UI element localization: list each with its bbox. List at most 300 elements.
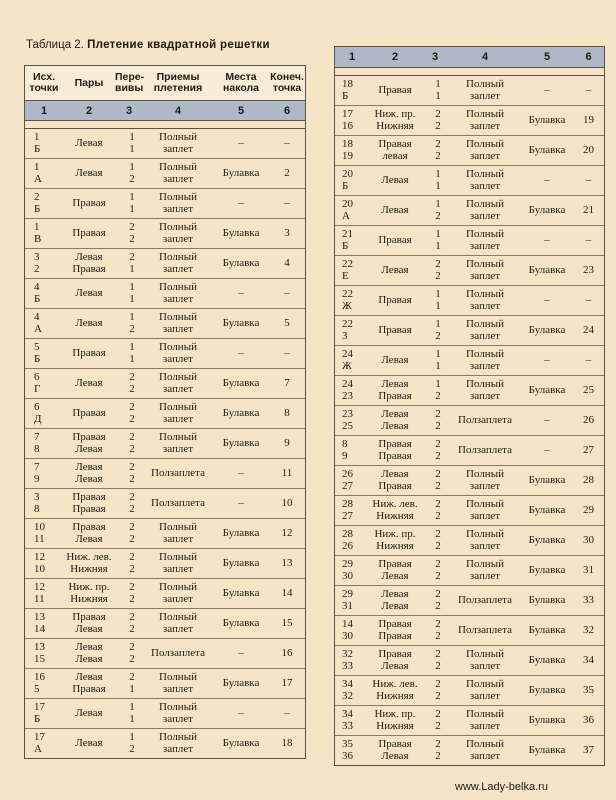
pairs-line: Левая [381,203,409,216]
twists-line: 2 [129,551,135,563]
start-point-line: 2 [34,262,40,275]
cell-method [143,162,213,185]
method-line: Полный [159,581,197,593]
cell-method [143,432,213,455]
cell-start-point [335,679,369,702]
cell-pairs [63,708,115,720]
cell-start-point [335,139,369,162]
header-col-5: Места накола [223,71,259,94]
start-point-line: 34 [342,678,353,690]
cell-twists [421,679,449,702]
pairs-line: Левая [381,408,409,420]
cell-pin-place [521,745,573,757]
pairs-line: Левая [381,173,409,186]
end-point-line: 20 [583,143,594,156]
cell-pairs [63,168,115,180]
cell-pin-place [521,535,573,547]
start-point-line: 12 [34,581,45,593]
twists-line: 2 [129,742,135,755]
end-point-line: 5 [284,316,290,329]
table-row [25,279,305,309]
col-number: 1 [348,51,356,63]
cell-method [143,252,213,275]
start-point-line: 26 [342,468,353,480]
cell-pairs [63,318,115,330]
cell-start-point [335,349,369,372]
cell-pairs [63,462,115,485]
start-point-line: 1 [34,221,40,233]
end-point-line: 23 [583,263,594,276]
cell-end-point [573,715,604,727]
cell-end-point [573,115,604,127]
method-line: заплет [469,299,501,312]
method-line: заплет [469,539,501,552]
cell-pairs [63,552,115,575]
start-point-line: 22 [342,258,353,270]
method-line: Полный [159,551,197,563]
pairs-line: левая [382,149,408,162]
cell-method [449,229,521,252]
col-number: 4 [174,104,182,117]
method-line: Полный [159,281,197,293]
twists-line: 2 [435,269,441,282]
table-row [335,526,604,556]
table-row [25,669,305,699]
cell-pairs [63,252,115,275]
pairs-line: Нижняя [70,592,108,605]
start-point-line: 26 [342,539,353,552]
table-row [335,406,604,436]
cell-twists [421,349,449,372]
method-line: Полный [466,258,504,270]
cell-twists [115,132,143,155]
cell-twists [115,342,143,365]
method-line: заплет [469,479,501,492]
cell-method [449,499,521,522]
twists-line: 2 [435,569,441,582]
end-point-line: – [585,233,592,246]
cell-pairs [369,325,421,337]
table-row [335,616,604,646]
method-line: заплет [162,412,194,425]
cell-pairs [369,265,421,277]
cell-pin-place [213,258,269,270]
header-col-3: Пере- вивы [115,71,145,94]
cell-pairs [63,198,115,210]
cell-pin-place [521,595,573,607]
pairs-line: Правая [72,346,106,359]
cell-pairs [63,378,115,390]
end-point-line: 13 [281,556,293,569]
pairs-line: Левая [75,622,103,635]
pin-place-line: Булавка [528,263,566,276]
cell-twists [421,589,449,612]
pairs-line: Левая [75,652,103,665]
method-line: заплет [162,682,194,695]
end-point-line: – [284,136,290,149]
cell-end-point [269,168,305,180]
start-point-line: 33 [342,659,353,672]
cell-start-point [335,109,369,132]
cell-pin-place [213,498,269,510]
pin-place-line: Булавка [222,166,260,179]
end-point-line: 37 [583,743,594,756]
twists-line: 2 [129,652,135,665]
twists-line: 1 [435,198,441,210]
method-line: Полный [159,221,197,233]
cell-start-point [335,79,369,102]
end-point-line: 35 [583,683,594,696]
twists-line: 2 [129,401,135,413]
table-row [335,556,604,586]
start-point-line: 3 [34,491,40,503]
cell-pin-place [213,468,269,480]
twists-line: 2 [129,221,135,233]
pairs-line: Ниж. пр. [374,528,416,540]
pin-place-line: – [238,706,244,719]
cell-start-point [335,559,369,582]
twists-line: 2 [435,389,441,402]
method-line: заплет [469,359,501,372]
cell-start-point [25,132,63,155]
pairs-line: Правая [72,521,106,533]
twists-line: 2 [129,562,135,575]
twists-line: 2 [129,371,135,383]
twists-line: 2 [435,629,441,642]
table-row [335,706,604,736]
table-row [335,466,604,496]
cell-pairs [63,432,115,455]
cell-start-point [25,672,63,695]
cell-twists [115,552,143,575]
pairs-line: Правая [72,196,106,209]
column-number-row [25,101,305,121]
pairs-line: Ниж. пр. [374,708,416,720]
cell-twists [421,319,449,342]
start-point-line: 7 [34,431,40,443]
twists-line: 1 [129,352,135,365]
cell-pin-place [521,445,573,457]
cell-twists [115,252,143,275]
start-point-line: Е [342,269,349,282]
cell-method [143,702,213,725]
twists-line: 2 [129,491,135,503]
method-line: Полный [159,161,197,173]
cell-pairs [63,492,115,515]
cell-pin-place [521,265,573,277]
end-point-line: 10 [281,496,293,509]
pairs-line: Правая [378,738,412,750]
start-point-line: 9 [34,472,40,485]
pin-place-line: Булавка [528,113,566,126]
table-row [25,159,305,189]
method-line: заплет [469,239,501,252]
col-number: 1 [40,104,48,117]
method-line: заплет [469,209,501,222]
pairs-line: Левая [75,166,103,179]
method-line: Полный [159,191,197,203]
start-point-line: 33 [342,719,353,732]
cell-end-point [269,288,305,300]
twists-line: 2 [435,618,441,630]
table-row [25,339,305,369]
start-point-line: А [342,209,350,222]
cell-start-point [335,379,369,402]
method-line: Полный [466,558,504,570]
method-line: заплет [469,389,501,402]
cell-end-point [573,685,604,697]
table-row [25,699,305,729]
cell-method [449,319,521,342]
table-row [25,399,305,429]
pairs-line: Левая [75,316,103,329]
method-line: Ползаплета [151,466,205,479]
cell-method [449,649,521,672]
table-row [25,369,305,399]
header-col-1: Исх. точки [29,71,59,94]
cell-pairs [63,672,115,695]
cell-end-point [573,445,604,457]
twists-line: 2 [435,539,441,552]
cell-start-point [25,192,63,215]
cell-pairs [369,619,421,642]
start-point-line: 17 [34,701,45,713]
pairs-line: Правая [378,648,412,660]
end-point-line: 17 [281,676,293,689]
method-line: заплет [162,622,194,635]
cell-end-point [573,385,604,397]
start-point-line: 9 [342,449,348,462]
pairs-line: Ниж. лев. [372,498,418,510]
pairs-line: Правая [378,479,412,492]
method-line: заплет [162,232,194,245]
pairs-line: Левая [75,461,103,473]
pairs-line: Нижняя [376,719,414,732]
cell-method [449,679,521,702]
pairs-line: Ниж. лев. [66,551,112,563]
table-row [25,309,305,339]
cell-start-point [25,252,63,275]
col-number: 5 [543,51,551,63]
end-point-line: 11 [281,466,293,479]
cell-pairs [63,228,115,240]
cell-pairs [369,559,421,582]
end-point-line: 19 [583,113,594,126]
pairs-line: Левая [75,286,103,299]
pin-place-line: – [544,83,550,96]
cell-method [143,498,213,510]
table-row [335,316,604,346]
twists-line: 2 [435,588,441,600]
method-line: Полный [466,738,504,750]
pairs-line: Левая [75,671,103,683]
cell-start-point [25,372,63,395]
pairs-line: Ниж. пр. [374,108,416,120]
col-number: 6 [283,104,291,117]
twists-line: 2 [435,719,441,732]
method-line: заплет [162,322,194,335]
cell-start-point [25,492,63,515]
pairs-line: Ниж. пр. [68,581,110,593]
pin-place-line: – [238,196,244,209]
start-point-line: 16 [342,119,353,132]
method-line: заплет [469,89,501,102]
cell-end-point [573,325,604,337]
end-point-line: 27 [583,443,594,456]
twists-line: 1 [435,89,441,102]
end-point-line: 16 [281,646,293,659]
cell-twists [421,169,449,192]
twists-line: 2 [435,599,441,612]
pin-place-line: – [544,173,550,186]
cell-method [449,199,521,222]
pairs-line: Правая [378,438,412,450]
cell-pin-place [213,528,269,540]
cell-start-point [335,229,369,252]
cell-pin-place [213,558,269,570]
end-point-line: 26 [583,413,594,426]
cell-pin-place [521,715,573,727]
twists-line: 2 [435,509,441,522]
pin-place-line: – [238,466,244,479]
cell-end-point [573,295,604,307]
end-point-line: 4 [284,256,290,269]
cell-pairs [63,408,115,420]
method-line: Полный [159,521,197,533]
cell-start-point [25,282,63,305]
table-row [25,189,305,219]
pairs-line: Правая [378,449,412,462]
pin-place-line: – [238,136,244,149]
start-point-line: Б [342,239,349,252]
cell-end-point [269,318,305,330]
table-row [25,219,305,249]
cell-pairs [369,649,421,672]
cell-start-point [25,402,63,425]
twists-line: 2 [129,232,135,245]
start-point-line: 14 [342,618,353,630]
method-line: Полный [159,431,197,443]
twists-line: 2 [129,611,135,623]
cell-end-point [269,708,305,720]
twists-line: 2 [435,678,441,690]
cell-method [143,132,213,155]
cell-pin-place [213,408,269,420]
pairs-line: Левая [75,532,103,545]
cell-twists [115,702,143,725]
cell-method [143,732,213,755]
cell-method [143,342,213,365]
end-point-line: 31 [583,563,594,576]
cell-start-point [335,739,369,762]
table-row [25,579,305,609]
start-point-line: Б [34,292,41,305]
start-point-line: 5 [34,682,40,695]
pairs-line: Левая [75,136,103,149]
table-left [24,65,306,759]
start-point-line: Г [34,382,41,395]
twists-line: 1 [129,311,135,323]
twists-line: 2 [435,708,441,720]
cell-pin-place [521,205,573,217]
twists-line: 1 [435,318,441,330]
pin-place-line: Булавка [528,143,566,156]
cell-twists [421,289,449,312]
cell-pairs [369,109,421,132]
end-point-line: 18 [281,736,293,749]
pairs-line: Левая [381,599,409,612]
method-line: заплет [469,689,501,702]
start-point-line: 27 [342,479,353,492]
twists-line: 1 [435,359,441,372]
start-point-line: 14 [34,622,45,635]
cell-pairs [369,529,421,552]
pairs-line: Левая [381,749,409,762]
table-row [25,549,305,579]
cell-twists [115,432,143,455]
cell-pairs [369,85,421,97]
method-line: Полный [159,671,197,683]
col-number: 3 [125,104,133,117]
table-right [334,46,605,766]
cell-method [143,552,213,575]
cell-pin-place [213,438,269,450]
method-line: Полный [466,348,504,360]
pin-place-line: Булавка [222,256,260,269]
twists-line: 1 [435,179,441,192]
cell-method [449,595,521,607]
cell-method [449,739,521,762]
cell-twists [421,619,449,642]
header-col-4: Приемы плетения [153,71,203,94]
method-line: заплет [469,119,501,132]
table-row [335,346,604,376]
cell-start-point [25,312,63,335]
cell-method [143,648,213,660]
cell-pin-place [521,355,573,367]
method-line: заплет [162,712,194,725]
pairs-line: Левая [381,263,409,276]
cell-twists [115,372,143,395]
caption-title: Плетение квадратной решетки [87,39,270,51]
twists-line: 2 [129,472,135,485]
end-point-line: 2 [284,166,290,179]
col-number: 5 [237,104,245,117]
pairs-line: Левая [75,442,103,455]
cell-end-point [573,595,604,607]
cell-pairs [63,138,115,150]
table-row [335,76,604,106]
end-point-line: – [284,346,290,359]
start-point-line: 31 [342,599,353,612]
twists-line: 1 [129,131,135,143]
caption-label: Таблица 2. [26,39,84,51]
pin-place-line: Булавка [528,593,566,606]
end-point-line: – [284,706,290,719]
cell-end-point [573,565,604,577]
method-line: Полный [159,251,197,263]
cell-twists [115,642,143,665]
cell-pin-place [521,625,573,637]
cell-method [143,582,213,605]
pairs-line: Левая [75,736,103,749]
method-line: заплет [162,292,194,305]
cell-method [449,139,521,162]
pin-place-line: Булавка [222,226,260,239]
table-row [335,736,604,765]
cell-end-point [269,648,305,660]
table-row [335,436,604,466]
